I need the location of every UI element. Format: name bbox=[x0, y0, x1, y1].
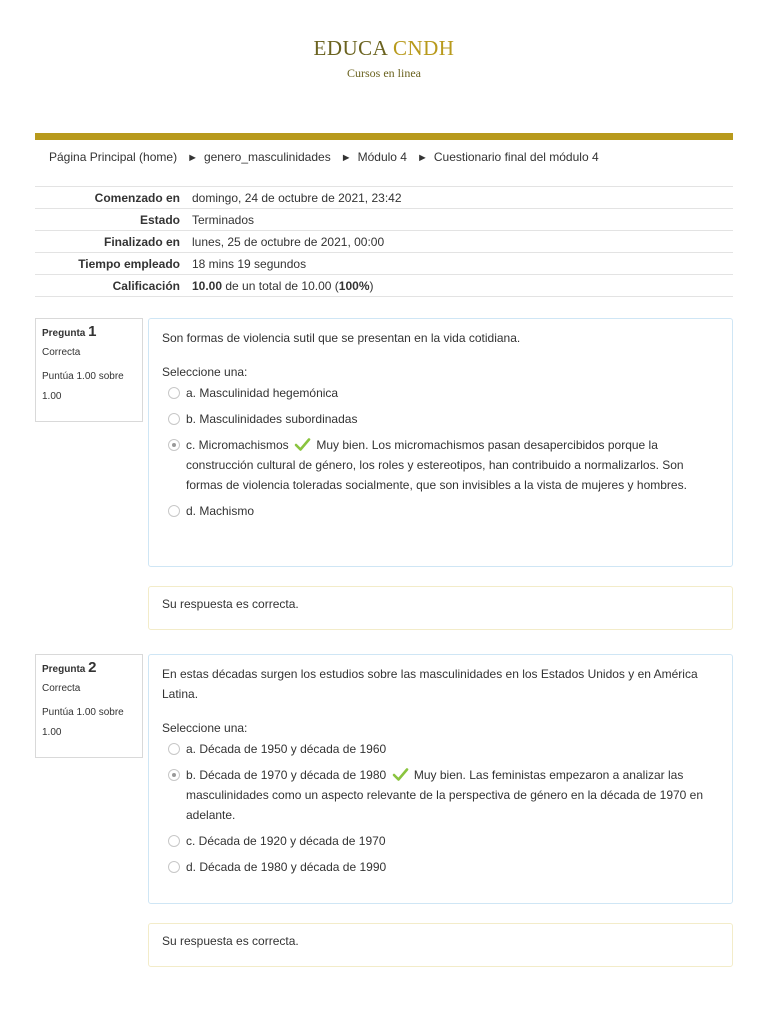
radio-button[interactable] bbox=[168, 413, 180, 425]
summary-row-time bbox=[35, 253, 733, 275]
option-feedback: Muy bien. Los micromachismos pasan desapercibidos porque la construcción cultural de género, los roles y estereotipos, han contribuido a normalizarlos. Son formas de violencia toleradas socialmente, que son invisibles a la vista de mujeres y hombres. bbox=[186, 438, 687, 492]
attempt-summary bbox=[35, 186, 733, 297]
check-icon bbox=[294, 437, 311, 452]
question-number bbox=[42, 323, 136, 340]
summary-label: Calificación bbox=[112, 278, 180, 293]
breadcrumb-module[interactable]: Módulo 4 bbox=[357, 150, 407, 164]
grade-mid: de un total de 10.00 ( bbox=[225, 278, 339, 293]
radio-button-selected[interactable] bbox=[168, 769, 180, 781]
summary-label: Finalizado en bbox=[103, 234, 180, 249]
option-label: c. Década de 1920 y década de 1970 bbox=[186, 834, 386, 848]
radio-button[interactable] bbox=[168, 861, 180, 873]
question-number bbox=[42, 659, 136, 676]
option-label: a. Década de 1950 y década de 1960 bbox=[186, 742, 387, 756]
option-label: b. Década de 1970 y década de 1980 bbox=[186, 768, 387, 782]
site-title-part2: CNDH bbox=[392, 36, 455, 60]
summary-value bbox=[186, 275, 733, 297]
radio-button[interactable] bbox=[168, 387, 180, 399]
triangle-right-icon: ► bbox=[416, 152, 428, 164]
summary-row-finished bbox=[35, 231, 733, 253]
summary-row-state bbox=[35, 209, 733, 231]
question-text: Son formas de violencia sutil que se presentan en la vida cotidiana. bbox=[162, 331, 521, 345]
option-label: b. Masculinidades subordinadas bbox=[186, 412, 358, 426]
radio-button[interactable] bbox=[168, 505, 180, 517]
grade-percent: 100% bbox=[338, 278, 370, 293]
question-label: Pregunta bbox=[42, 664, 86, 675]
summary-value: domingo, 24 de octubre de 2021, 23:42 bbox=[192, 190, 402, 205]
answer-option bbox=[162, 409, 719, 429]
breadcrumb bbox=[49, 150, 599, 164]
radio-button[interactable] bbox=[168, 835, 180, 847]
site-title-part1: EDUCA bbox=[313, 36, 388, 60]
question-info bbox=[35, 318, 143, 422]
header-divider bbox=[35, 133, 733, 140]
site-title[interactable] bbox=[0, 36, 768, 61]
answer-prompt: Seleccione una: bbox=[162, 721, 248, 735]
question-grade: Puntúa 1.00 sobre 1.00 bbox=[42, 707, 124, 738]
option-feedback: Muy bien. Las feministas empezaron a analizar las masculinidades como un aspecto relevante de la perspectiva de género en la década de 1970 en adelante. bbox=[186, 768, 704, 822]
check-icon bbox=[392, 767, 409, 782]
site-header bbox=[0, 36, 768, 81]
question-text: En estas décadas surgen los estudios sobre las masculinidades en los Estados Unidos y en América Latina. bbox=[162, 667, 698, 701]
question-feedback bbox=[148, 923, 733, 967]
question-feedback bbox=[148, 586, 733, 630]
summary-value: lunes, 25 de octubre de 2021, 00:00 bbox=[192, 234, 385, 249]
summary-row-grade bbox=[35, 275, 733, 297]
question-content bbox=[148, 654, 733, 904]
answer-option bbox=[162, 501, 719, 521]
answer-option bbox=[162, 857, 719, 877]
grade-end: ) bbox=[369, 278, 374, 293]
question-number-value: 2 bbox=[88, 659, 97, 676]
question-state: Correcta bbox=[42, 347, 81, 358]
feedback-text: Su respuesta es correcta. bbox=[162, 597, 299, 611]
answer-option bbox=[162, 739, 719, 759]
feedback-text: Su respuesta es correcta. bbox=[162, 934, 299, 948]
summary-label: Comenzado en bbox=[94, 190, 180, 205]
grade-score: 10.00 bbox=[192, 278, 223, 293]
option-label: d. Machismo bbox=[186, 504, 255, 518]
breadcrumb-course[interactable]: genero_masculinidades bbox=[203, 150, 331, 164]
summary-label: Tiempo empleado bbox=[78, 256, 180, 271]
question-info bbox=[35, 654, 143, 758]
option-label: c. Micromachismos bbox=[186, 438, 289, 452]
summary-value: Terminados bbox=[192, 212, 255, 227]
option-label: a. Masculinidad hegemónica bbox=[186, 386, 339, 400]
question-content bbox=[148, 318, 733, 567]
summary-row-started bbox=[35, 187, 733, 209]
question-label: Pregunta bbox=[42, 328, 86, 339]
breadcrumb-home[interactable]: Página Principal (home) bbox=[49, 150, 178, 164]
answer-option-selected bbox=[162, 435, 719, 495]
triangle-right-icon: ► bbox=[187, 152, 198, 164]
option-label: d. Década de 1980 y década de 1990 bbox=[186, 860, 387, 874]
summary-value: 18 mins 19 segundos bbox=[192, 256, 307, 271]
question-number-value: 1 bbox=[88, 323, 97, 340]
radio-button-selected[interactable] bbox=[168, 439, 180, 451]
answer-option-selected bbox=[162, 765, 719, 825]
site-subtitle: Cursos en linea bbox=[347, 66, 421, 80]
breadcrumb-quiz[interactable]: Cuestionario final del módulo 4 bbox=[433, 150, 599, 164]
answer-prompt: Seleccione una: bbox=[162, 365, 248, 379]
summary-label: Estado bbox=[139, 212, 180, 227]
radio-button[interactable] bbox=[168, 743, 180, 755]
answer-option bbox=[162, 831, 719, 851]
triangle-right-icon: ► bbox=[340, 152, 352, 164]
question-grade: Puntúa 1.00 sobre 1.00 bbox=[42, 371, 124, 402]
answer-option bbox=[162, 383, 719, 403]
question-state: Correcta bbox=[42, 683, 81, 694]
